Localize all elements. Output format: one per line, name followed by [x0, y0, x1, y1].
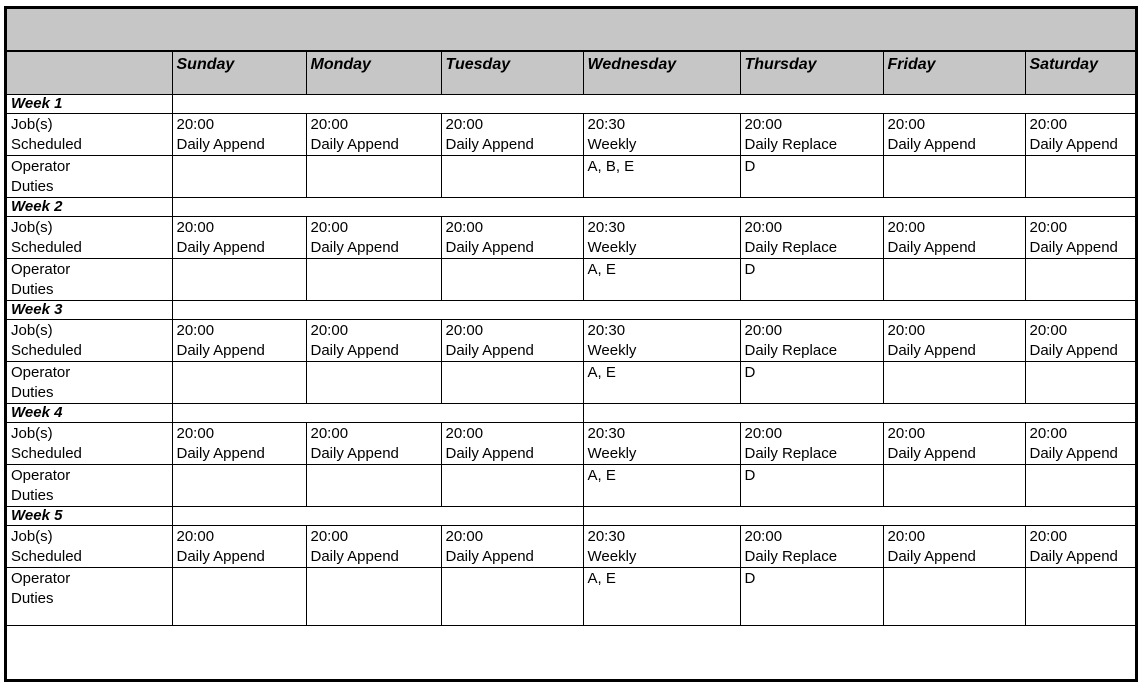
row-label-line: Duties	[11, 177, 54, 195]
operator-duties-label	[7, 155, 172, 197]
job-cell-tuesday[interactable]	[441, 319, 583, 361]
job-cell-thursday[interactable]	[740, 319, 883, 361]
job-time: 20:00	[1029, 321, 1068, 339]
jobs-scheduled-label	[7, 319, 172, 361]
week-row	[7, 94, 1135, 113]
job-type: Weekly	[587, 238, 637, 256]
job-type: Daily Append	[887, 444, 976, 462]
job-type: Weekly	[587, 341, 637, 359]
job-type: Daily Replace	[744, 135, 838, 153]
job-time: 20:00	[744, 424, 783, 442]
job-time: 20:00	[887, 527, 926, 545]
job-type: Daily Append	[887, 238, 976, 256]
day-header-friday: Friday	[883, 52, 1025, 94]
row-label-line: Job(s)	[11, 424, 53, 442]
operator-duties-label	[7, 464, 172, 506]
job-time: 20:00	[445, 218, 484, 236]
job-time: 20:00	[445, 115, 484, 133]
job-time: 20:00	[310, 115, 349, 133]
duty-cell-friday[interactable]	[883, 464, 1025, 506]
job-time: 20:00	[744, 115, 783, 133]
week-row	[7, 506, 1135, 525]
job-cell-thursday[interactable]	[740, 525, 883, 567]
job-time: 20:00	[445, 527, 484, 545]
row-label-line: Job(s)	[11, 321, 53, 339]
job-cell-saturday[interactable]	[1025, 525, 1135, 567]
operator-duties-row	[7, 258, 1135, 300]
job-type: Daily Append	[176, 444, 265, 462]
job-type: Weekly	[587, 135, 637, 153]
job-cell-monday[interactable]	[306, 422, 441, 464]
job-type: Daily Append	[1029, 238, 1118, 256]
job-type: Daily Append	[445, 135, 534, 153]
job-time: 20:00	[744, 527, 783, 545]
day-header-saturday: Saturday	[1025, 52, 1135, 94]
jobs-scheduled-label	[7, 216, 172, 258]
week-label: Week 1	[7, 94, 172, 113]
job-cell-wednesday[interactable]	[583, 319, 740, 361]
job-time: 20:30	[587, 218, 626, 236]
job-type: Daily Append	[887, 135, 976, 153]
job-cell-monday[interactable]	[306, 319, 441, 361]
duty-cell-wednesday[interactable]: A, E	[583, 464, 740, 506]
duty-cell-monday[interactable]	[306, 155, 441, 197]
job-time: 20:00	[310, 321, 349, 339]
jobs-scheduled-row	[7, 422, 1135, 464]
job-time: 20:00	[310, 424, 349, 442]
duty-cell-saturday[interactable]	[1025, 361, 1135, 403]
job-time: 20:00	[1029, 115, 1068, 133]
duty-cell-monday[interactable]	[306, 567, 441, 625]
job-time: 20:00	[176, 115, 215, 133]
week-label: Week 3	[7, 300, 172, 319]
row-label-line: Operator	[11, 363, 71, 381]
job-cell-monday[interactable]	[306, 113, 441, 155]
job-time: 20:00	[445, 321, 484, 339]
job-type: Daily Append	[176, 341, 265, 359]
row-label-line: Duties	[11, 383, 54, 401]
week-spacer	[172, 403, 583, 422]
week-label: Week 4	[7, 403, 172, 422]
job-type: Daily Append	[445, 444, 534, 462]
job-cell-tuesday[interactable]	[441, 525, 583, 567]
job-cell-monday[interactable]	[306, 525, 441, 567]
duty-cell-wednesday[interactable]: A, E	[583, 258, 740, 300]
job-type: Daily Append	[310, 547, 399, 565]
job-time: 20:00	[744, 321, 783, 339]
schedule-frame	[4, 6, 1138, 682]
job-type: Daily Append	[310, 238, 399, 256]
row-label-line: Scheduled	[11, 238, 82, 256]
job-cell-monday[interactable]	[306, 216, 441, 258]
duty-cell-tuesday[interactable]	[441, 155, 583, 197]
week-label: Week 2	[7, 197, 172, 216]
job-type: Daily Append	[887, 547, 976, 565]
job-time: 20:30	[587, 321, 626, 339]
job-time: 20:00	[176, 321, 215, 339]
jobs-scheduled-label	[7, 113, 172, 155]
duty-cell-sunday[interactable]	[172, 155, 306, 197]
duty-cell-thursday[interactable]: D	[740, 155, 883, 197]
jobs-scheduled-label	[7, 525, 172, 567]
job-type: Weekly	[587, 547, 637, 565]
row-label-line: Job(s)	[11, 218, 53, 236]
job-cell-tuesday[interactable]	[441, 216, 583, 258]
job-type: Daily Append	[176, 135, 265, 153]
week-spacer	[583, 506, 1135, 525]
duty-cell-tuesday[interactable]	[441, 361, 583, 403]
job-time: 20:00	[1029, 424, 1068, 442]
job-time: 20:00	[310, 527, 349, 545]
duty-cell-saturday[interactable]	[1025, 567, 1135, 625]
week-spacer	[172, 94, 1135, 113]
job-time: 20:30	[587, 115, 626, 133]
job-time: 20:30	[587, 424, 626, 442]
job-cell-thursday[interactable]	[740, 216, 883, 258]
job-type: Daily Replace	[744, 547, 838, 565]
job-time: 20:00	[1029, 527, 1068, 545]
job-time: 20:00	[176, 424, 215, 442]
week-spacer	[172, 197, 1135, 216]
job-cell-thursday[interactable]	[740, 113, 883, 155]
job-cell-wednesday[interactable]	[583, 216, 740, 258]
job-time: 20:00	[176, 218, 215, 236]
duty-cell-wednesday[interactable]: A, E	[583, 567, 740, 625]
job-type: Daily Append	[445, 238, 534, 256]
job-cell-sunday[interactable]	[172, 216, 306, 258]
job-time: 20:00	[887, 115, 926, 133]
job-cell-friday[interactable]	[883, 113, 1025, 155]
job-cell-friday[interactable]	[883, 422, 1025, 464]
job-cell-friday[interactable]	[883, 525, 1025, 567]
duty-cell-thursday[interactable]: D	[740, 361, 883, 403]
job-cell-saturday[interactable]	[1025, 216, 1135, 258]
job-type: Daily Append	[310, 135, 399, 153]
operator-duties-label	[7, 258, 172, 300]
duty-cell-monday[interactable]	[306, 361, 441, 403]
operator-duties-label	[7, 361, 172, 403]
row-label-line: Duties	[11, 589, 54, 607]
operator-duties-row	[7, 155, 1135, 197]
jobs-scheduled-label	[7, 422, 172, 464]
duty-cell-friday[interactable]	[883, 258, 1025, 300]
row-label-line: Scheduled	[11, 547, 82, 565]
day-header-wednesday: Wednesday	[583, 52, 740, 94]
row-label-line: Duties	[11, 280, 54, 298]
duty-cell-wednesday[interactable]: A, B, E	[583, 155, 740, 197]
job-cell-wednesday[interactable]	[583, 113, 740, 155]
day-header-row	[7, 52, 1135, 94]
row-label-line: Duties	[11, 486, 54, 504]
week-row	[7, 197, 1135, 216]
day-header-thursday: Thursday	[740, 52, 883, 94]
row-label-line: Operator	[11, 569, 71, 587]
job-time: 20:00	[310, 218, 349, 236]
duty-cell-friday[interactable]	[883, 567, 1025, 625]
week-spacer	[583, 403, 1135, 422]
job-time: 20:00	[887, 424, 926, 442]
job-type: Daily Append	[176, 547, 265, 565]
job-cell-sunday[interactable]	[172, 422, 306, 464]
job-type: Daily Append	[445, 547, 534, 565]
row-label-line: Operator	[11, 260, 71, 278]
job-type: Daily Append	[310, 444, 399, 462]
day-header-monday: Monday	[306, 52, 441, 94]
job-type: Weekly	[587, 444, 637, 462]
day-header-sunday: Sunday	[172, 52, 306, 94]
job-type: Daily Append	[1029, 341, 1118, 359]
row-label-line: Job(s)	[11, 527, 53, 545]
job-time: 20:00	[887, 321, 926, 339]
duty-cell-saturday[interactable]	[1025, 464, 1135, 506]
row-label-line: Scheduled	[11, 135, 82, 153]
jobs-scheduled-row	[7, 216, 1135, 258]
week-row	[7, 300, 1135, 319]
job-type: Daily Append	[310, 341, 399, 359]
job-cell-sunday[interactable]	[172, 113, 306, 155]
duty-cell-tuesday[interactable]	[441, 258, 583, 300]
job-cell-thursday[interactable]	[740, 422, 883, 464]
job-cell-friday[interactable]	[883, 216, 1025, 258]
job-time: 20:00	[887, 218, 926, 236]
duty-cell-thursday[interactable]: D	[740, 567, 883, 625]
duty-cell-tuesday[interactable]	[441, 567, 583, 625]
duty-cell-tuesday[interactable]	[441, 464, 583, 506]
day-header-tuesday: Tuesday	[441, 52, 583, 94]
job-cell-sunday[interactable]	[172, 525, 306, 567]
job-type: Daily Replace	[744, 341, 838, 359]
job-cell-wednesday[interactable]	[583, 525, 740, 567]
jobs-scheduled-row	[7, 319, 1135, 361]
duty-cell-wednesday[interactable]: A, E	[583, 361, 740, 403]
job-cell-friday[interactable]	[883, 319, 1025, 361]
job-cell-wednesday[interactable]	[583, 422, 740, 464]
row-label-line: Operator	[11, 157, 71, 175]
duty-cell-saturday[interactable]	[1025, 258, 1135, 300]
job-time: 20:00	[1029, 218, 1068, 236]
row-label-line: Job(s)	[11, 115, 53, 133]
operator-duties-label	[7, 567, 172, 625]
duty-cell-sunday[interactable]	[172, 567, 306, 625]
operator-duties-row	[7, 464, 1135, 506]
duty-cell-thursday[interactable]: D	[740, 464, 883, 506]
job-time: 20:00	[445, 424, 484, 442]
job-type: Daily Append	[1029, 547, 1118, 565]
job-type: Daily Append	[176, 238, 265, 256]
row-label-line: Scheduled	[11, 341, 82, 359]
jobs-scheduled-row	[7, 113, 1135, 155]
job-time: 20:30	[587, 527, 626, 545]
row-label-line: Operator	[11, 466, 71, 484]
job-type: Daily Append	[1029, 444, 1118, 462]
title-bar	[7, 9, 1135, 52]
week-spacer	[172, 300, 1135, 319]
job-type: Daily Replace	[744, 238, 838, 256]
operator-duties-row	[7, 567, 1135, 625]
job-cell-tuesday[interactable]	[441, 422, 583, 464]
duty-cell-sunday[interactable]	[172, 258, 306, 300]
duty-cell-friday[interactable]	[883, 361, 1025, 403]
duty-cell-sunday[interactable]	[172, 464, 306, 506]
job-cell-saturday[interactable]	[1025, 319, 1135, 361]
duty-cell-friday[interactable]	[883, 155, 1025, 197]
corner-cell	[7, 52, 172, 94]
week-row	[7, 403, 1135, 422]
duty-cell-monday[interactable]	[306, 258, 441, 300]
job-time: 20:00	[176, 527, 215, 545]
job-cell-tuesday[interactable]	[441, 113, 583, 155]
job-cell-saturday[interactable]	[1025, 113, 1135, 155]
duty-cell-thursday[interactable]: D	[740, 258, 883, 300]
job-cell-sunday[interactable]	[172, 319, 306, 361]
jobs-scheduled-row	[7, 525, 1135, 567]
operator-duties-row	[7, 361, 1135, 403]
schedule-table	[7, 52, 1135, 626]
row-label-line: Scheduled	[11, 444, 82, 462]
job-type: Daily Replace	[744, 444, 838, 462]
duty-cell-sunday[interactable]	[172, 361, 306, 403]
job-type: Daily Append	[1029, 135, 1118, 153]
week-spacer	[172, 506, 583, 525]
job-time: 20:00	[744, 218, 783, 236]
job-type: Daily Append	[887, 341, 976, 359]
duty-cell-saturday[interactable]	[1025, 155, 1135, 197]
job-cell-saturday[interactable]	[1025, 422, 1135, 464]
week-label: Week 5	[7, 506, 172, 525]
duty-cell-monday[interactable]	[306, 464, 441, 506]
job-type: Daily Append	[445, 341, 534, 359]
